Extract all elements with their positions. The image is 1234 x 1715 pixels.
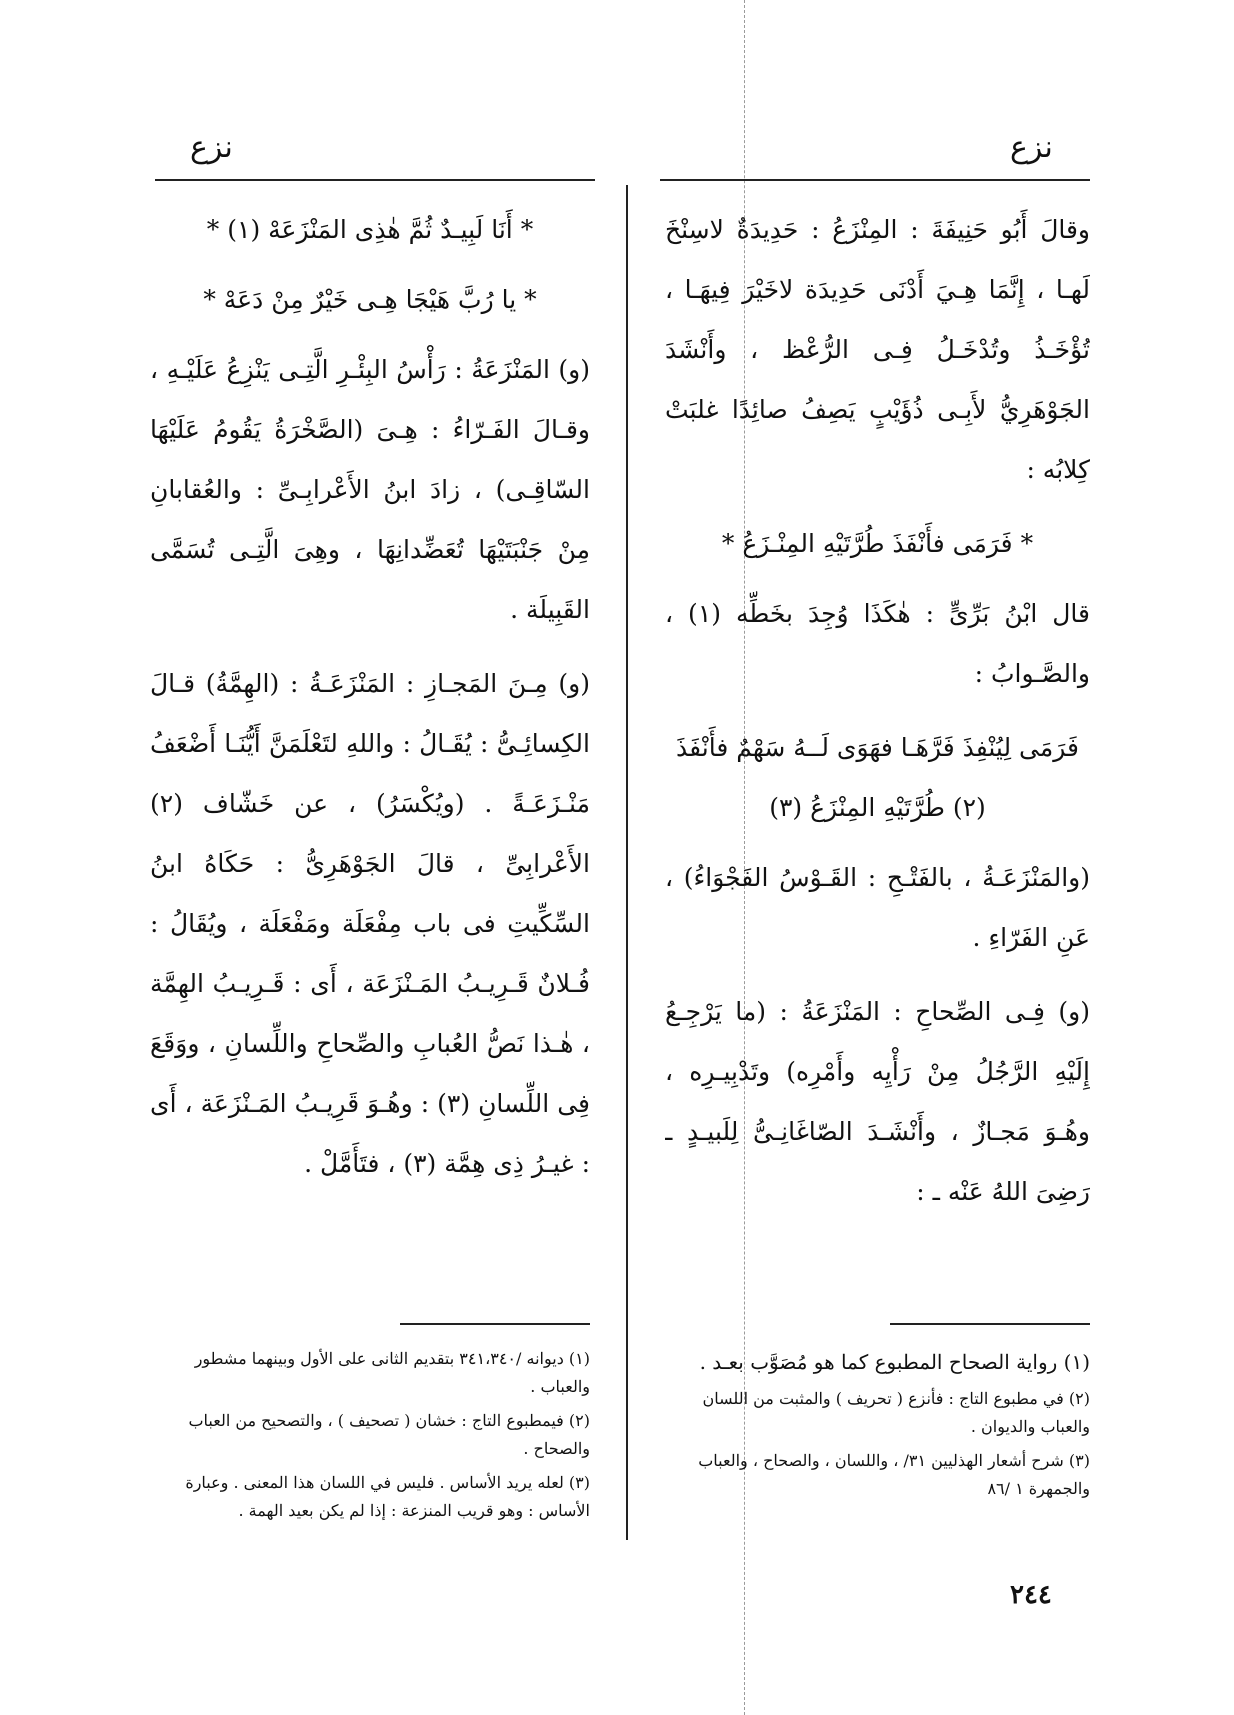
- header-right-word: نزع: [1010, 130, 1053, 165]
- footnote-rule-right: [890, 1323, 1090, 1325]
- right-verse-1: * فَرَمَى فأَنْفَذَ طُرَّتَيْهِ المِنْـزَعُ *: [721, 529, 1034, 558]
- header-left-word: نزع: [190, 130, 233, 165]
- right-footnotes: [665, 1345, 1090, 1509]
- right-column: [665, 200, 1090, 1290]
- column-divider: [626, 185, 628, 1540]
- right-footnote-2: (٢) في مطبوع التاج : فأنزع ( تحريف ) والمثبت من اللسان والعباب والديوان .: [702, 1389, 1090, 1436]
- header-rule-left: [155, 179, 595, 181]
- footnote-rule-left: [400, 1323, 590, 1325]
- left-paragraph-1: (و) المَنْزَعَةُ : رَأْسُ البِئْـرِ الَّتِـى يَنْزِعُ عَلَيْـهِ ، وقـالَ الفَـرّاءُ : هِـىَ (الصَّخْرَةُ يَقُومُ عَلَيْهَا السّاقِـى) ، زادَ ابنُ الأَعْرابِـىِّ : والعُقابانِ مِنْ جَنْبَتَيْهَا تُعَضِّدانِهَا ، وهِىَ الَّتِـى تُسَمَّى القَبِيلَة .: [150, 355, 590, 624]
- left-footnote-2: (٢) فيمطبوع التاج : خشان ( تصحيف ) ، والتصحيح من العباب والصحاح .: [188, 1411, 590, 1458]
- right-verse-2: فَرَمَى لِيُنْفِذَ فَرَّهَـا فهَوَى لَــهُ سَهْمٌ فأَنْفَذَ (٢) طُرَّتَيْهِ المِنْزَعُ (٣): [675, 733, 1080, 822]
- left-footnote-3: (٣) لعله يريد الأساس . فليس في اللسان هذا المعنى . وعبارة الأساس : وهو قريب المنزعة : إذا لم يكن بعيد الهمة .: [185, 1473, 590, 1520]
- page-number: ٢٤٤: [1010, 1580, 1052, 1610]
- left-column: [150, 200, 590, 1290]
- left-verse-2: * يا رُبَّ هَيْجَا هِـى خَيْرٌ مِنْ دَعَهْ *: [203, 285, 537, 314]
- right-paragraph-4: (و) فِـى الصِّحاحِ : المَنْزَعَةُ : (ما يَرْجِـعُ إِلَيْهِ الرَّجُلُ مِنْ رَأْيِه وأَمْرِه) وتَدْبِيـرِه ، وهُـوَ مَجـازٌ ، وأَنْشَـدَ الصّاغَانِـىُّ لِلَبيـدٍ ـ رَضِىَ اللهُ عَنْه ـ :: [665, 997, 1090, 1206]
- right-footnote-3: (٣) شرح أشعار الهذليين ٣١/ ، واللسان ، والصحاح ، والعباب والجمهرة ١ /٨٦: [698, 1451, 1090, 1498]
- left-footnote-1: (١) ديوانه /٣٤١،٣٤٠ بتقديم الثانى على الأول وبينهما مشطور والعباب .: [194, 1349, 590, 1396]
- left-footnotes: [150, 1345, 590, 1531]
- right-paragraph-1: وقالَ أَبُو حَنِيفَةَ : المِنْزَعُ : حَدِيدَةٌ لاسِنْخَ لَهـا ، إِنَّمَا هِـيَ أَدْنَى حَدِيدَة لاخَيْرَ فِيهَـا ، تُؤْخَـذُ وتُدْخَـلُ فِـى الرُّعْظ ، وأَنْشَدَ الجَوْهَرِيُّ لأَبِـى ذُؤَيْبٍ يَصِفُ صائِدًا غلبَتْ كِلابُه :: [665, 215, 1090, 484]
- header-rule-right: [660, 179, 1090, 181]
- right-paragraph-3: (والمَنْزَعَـةُ ، بالفَتْـحِ : القَـوْسُ الفَجْوَاءُ) ، عَنِ الفَرّاءِ .: [665, 863, 1090, 952]
- left-paragraph-2: (و) مِـنَ المَجـازِ : المَنْزَعَـةُ : (الهِمَّةُ) قـالَ الكِسائِـىُّ : يُقَـالُ : واللهِ لتَعْلَمَنَّ أَيُّنَـا أَضْعَفُ مَنْـزَعَـةً . (ويُكْسَرُ) ، عن خَشّاف (٢) الأَعْرابِىِّ ، قالَ الجَوْهَرِىُّ : حَكَاهُ ابنُ السِّكِّيتِ فى باب مِفْعَلَة ومَفْعَلَة ، ويُقَالُ : فُـلانٌ قَـرِيـبُ المَـنْزَعَة ، أَى : قَـرِيـبُ الهِمَّة ، هٰـذا نَصُّ العُبابِ والصِّحاحِ واللِّسانِ ، ووَقَعَ فِى اللِّسانِ (٣) : وهُـوَ قَرِيـبُ المَـنْزَعَة ، أَى : غيـرُ ذِى هِمَّة (٣) ، فتَأَمَّلْ .: [150, 669, 590, 1178]
- right-footnote-1: (١) رواية الصحاح المطبوع كما هو مُصَوَّب بعـد .: [699, 1350, 1090, 1374]
- left-verse-1: * أَنَا لَبِيـدٌ ثُمَّ هٰذِى المَنْزَعَهْ (١) *: [206, 215, 534, 244]
- right-paragraph-2: قال ابْنُ بَرِّىٍّ : هٰكَذَا وُجِدَ بخَطِّه (١) ، والصَّـوابُ :: [665, 599, 1090, 688]
